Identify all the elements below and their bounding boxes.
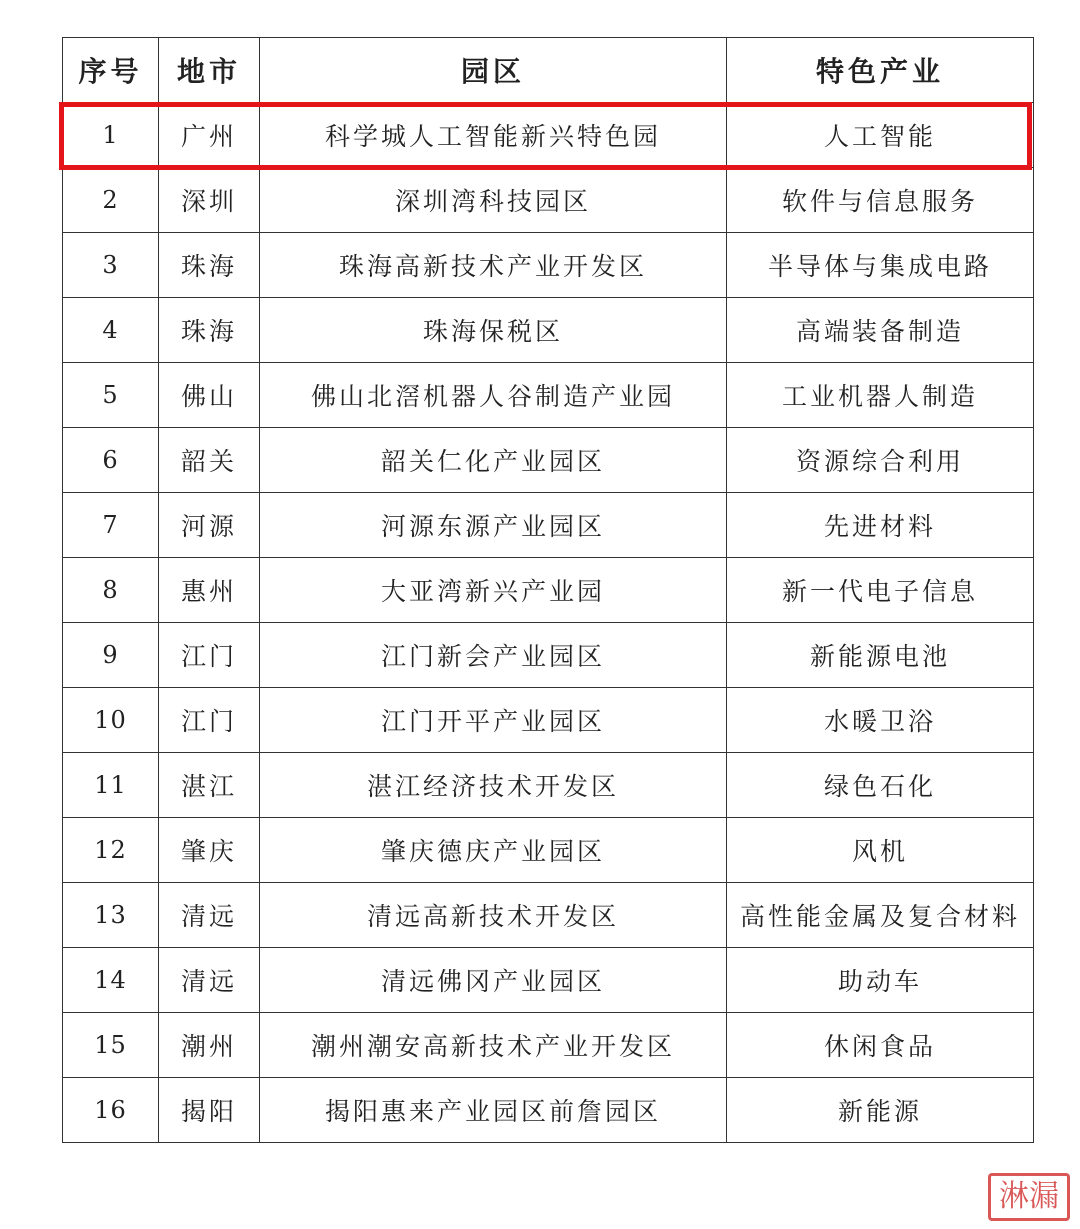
cell-park: 河源东源产业园区 xyxy=(260,493,727,558)
cell-city: 广州 xyxy=(159,103,260,168)
cell-industry: 休闲食品 xyxy=(727,1013,1034,1078)
cell-city: 江门 xyxy=(159,688,260,753)
table-row xyxy=(63,688,1034,753)
table-row xyxy=(63,363,1034,428)
cell-industry: 软件与信息服务 xyxy=(727,168,1034,233)
table-row xyxy=(63,753,1034,818)
cell-park: 清远佛冈产业园区 xyxy=(260,948,727,1013)
cell-city: 深圳 xyxy=(159,168,260,233)
cell-park: 湛江经济技术开发区 xyxy=(260,753,727,818)
table-row xyxy=(63,818,1034,883)
table-header-row xyxy=(63,38,1034,103)
cell-park: 佛山北滘机器人谷制造产业园 xyxy=(260,363,727,428)
cell-park: 珠海保税区 xyxy=(260,298,727,363)
cell-industry: 人工智能 xyxy=(727,103,1034,168)
cell-city: 江门 xyxy=(159,623,260,688)
cell-industry: 风机 xyxy=(727,818,1034,883)
cell-num: 3 xyxy=(63,233,159,298)
cell-num: 11 xyxy=(63,753,159,818)
cell-city: 清远 xyxy=(159,883,260,948)
cell-city: 潮州 xyxy=(159,1013,260,1078)
cell-city: 湛江 xyxy=(159,753,260,818)
table-row xyxy=(63,1078,1034,1143)
cell-city: 河源 xyxy=(159,493,260,558)
cell-park: 江门新会产业园区 xyxy=(260,623,727,688)
table-row xyxy=(63,428,1034,493)
table-row xyxy=(63,103,1034,168)
cell-num: 13 xyxy=(63,883,159,948)
cell-industry: 绿色石化 xyxy=(727,753,1034,818)
cell-park: 江门开平产业园区 xyxy=(260,688,727,753)
cell-city: 珠海 xyxy=(159,298,260,363)
cell-num: 10 xyxy=(63,688,159,753)
cell-city: 肇庆 xyxy=(159,818,260,883)
cell-num: 1 xyxy=(63,103,159,168)
parks-table xyxy=(62,37,1034,1143)
cell-num: 15 xyxy=(63,1013,159,1078)
cell-park: 科学城人工智能新兴特色园 xyxy=(260,103,727,168)
table-row xyxy=(63,493,1034,558)
cell-industry: 水暖卫浴 xyxy=(727,688,1034,753)
table-row xyxy=(63,168,1034,233)
cell-num: 12 xyxy=(63,818,159,883)
cell-industry: 助动车 xyxy=(727,948,1034,1013)
cell-industry: 资源综合利用 xyxy=(727,428,1034,493)
cell-industry: 高性能金属及复合材料 xyxy=(727,883,1034,948)
cell-city: 韶关 xyxy=(159,428,260,493)
cell-num: 2 xyxy=(63,168,159,233)
cell-park: 韶关仁化产业园区 xyxy=(260,428,727,493)
cell-num: 8 xyxy=(63,558,159,623)
cell-park: 潮州潮安高新技术产业开发区 xyxy=(260,1013,727,1078)
cell-city: 揭阳 xyxy=(159,1078,260,1143)
cell-num: 7 xyxy=(63,493,159,558)
table-row xyxy=(63,233,1034,298)
header-park: 园区 xyxy=(260,38,727,103)
cell-city: 惠州 xyxy=(159,558,260,623)
cell-industry: 高端装备制造 xyxy=(727,298,1034,363)
cell-park: 肇庆德庆产业园区 xyxy=(260,818,727,883)
cell-num: 16 xyxy=(63,1078,159,1143)
cell-num: 5 xyxy=(63,363,159,428)
cell-num: 14 xyxy=(63,948,159,1013)
table-row xyxy=(63,623,1034,688)
cell-num: 4 xyxy=(63,298,159,363)
table-row xyxy=(63,298,1034,363)
cell-park: 揭阳惠来产业园区前詹园区 xyxy=(260,1078,727,1143)
table-container xyxy=(62,37,1033,1143)
table-row xyxy=(63,1013,1034,1078)
cell-industry: 半导体与集成电路 xyxy=(727,233,1034,298)
cell-city: 清远 xyxy=(159,948,260,1013)
cell-park: 大亚湾新兴产业园 xyxy=(260,558,727,623)
cell-num: 9 xyxy=(63,623,159,688)
cell-num: 6 xyxy=(63,428,159,493)
cell-city: 珠海 xyxy=(159,233,260,298)
header-num: 序号 xyxy=(63,38,159,103)
cell-industry: 工业机器人制造 xyxy=(727,363,1034,428)
cell-park: 深圳湾科技园区 xyxy=(260,168,727,233)
table-row xyxy=(63,948,1034,1013)
cell-park: 清远高新技术开发区 xyxy=(260,883,727,948)
watermark-seal: 淋漏 xyxy=(988,1173,1070,1221)
table-row xyxy=(63,883,1034,948)
header-industry: 特色产业 xyxy=(727,38,1034,103)
cell-industry: 新能源电池 xyxy=(727,623,1034,688)
header-city: 地市 xyxy=(159,38,260,103)
cell-industry: 先进材料 xyxy=(727,493,1034,558)
cell-industry: 新能源 xyxy=(727,1078,1034,1143)
cell-park: 珠海高新技术产业开发区 xyxy=(260,233,727,298)
table-row xyxy=(63,558,1034,623)
cell-industry: 新一代电子信息 xyxy=(727,558,1034,623)
cell-city: 佛山 xyxy=(159,363,260,428)
